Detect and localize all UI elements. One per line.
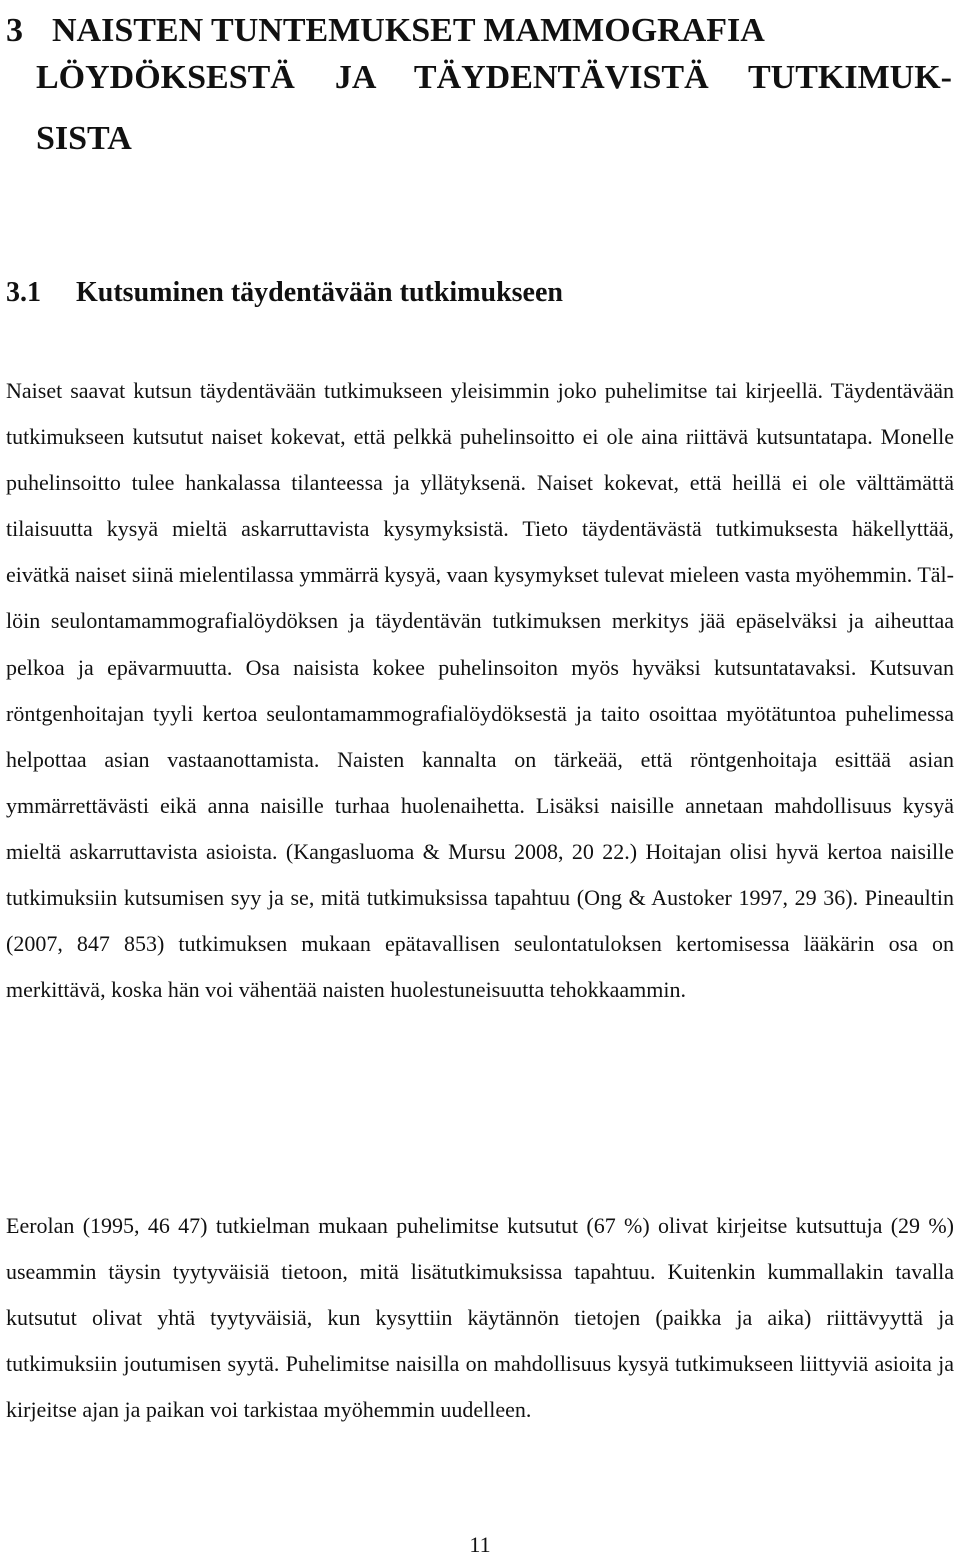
section-number: 3.1 bbox=[6, 277, 41, 308]
section-heading bbox=[6, 268, 563, 318]
chapter-number: 3 bbox=[6, 12, 23, 49]
section-title: Kutsuminen täydentävään tutkimukseen bbox=[76, 277, 563, 308]
chapter-title-line-2: LÖYDÖKSESTÄ JA TÄYDENTÄVISTÄ TUTKIMUK- bbox=[36, 59, 952, 96]
page-number: 11 bbox=[469, 1532, 491, 1557]
chapter-title-line-1: NAISTEN TUNTEMUKSET MAMMOGRAFIA bbox=[52, 12, 765, 49]
body-paragraph-1: Naiset saavat kutsun täydentävään tutkimukseen yleisimmin joko puhelimitse tai kirjeellä. Täydentävään tutkimukseen kutsutut naiset kokevat, että pelkkä puhelinsoitto ei ole aina riittävä kutsuntatapa. Monelle puhelinsoitto tulee hankalassa tilanteessa ja yllätyksenä. Naiset kokevat, että heillä ei ole välttämättä tilaisuutta kysyä mieltä askarruttavista kysymyksistä. Tieto täydentävästä tutkimuksesta häkellyttää, eivätkä naiset siinä mielentilassa ymmärrä kysyä, vaan kysymykset tulevat mieleen vasta myöhemmin. Tällöin seulontamammografialöydöksen ja täydentävän tutkimuksen merkitys jää epäselväksi ja aiheuttaa pelkoa ja epävarmuutta. Osa naisista kokee puhelinsoiton myös hyväksi kutsuntatavaksi. Kutsuvan röntgenhoitajan tyyli kertoa seulontamammografialöydöksestä ja taito osoittaa myötätuntoa puhelimessa helpottaa asian vastaanottamista. Naisten kannalta on tärkeää, että röntgenhoitaja esittää asian ymmärrettävästi eikä anna naisille turhaa huolenaihetta. Lisäksi naisille annetaan mahdollisuus kysyä mieltä askarruttavista asioista. (Kangasluoma & Mursu 2008, 20 22.) Hoitajan olisi hyvä kertoa naisille tutkimuksiin kutsumisen syy ja se, mitä tutkimuksissa tapahtuu (Ong & Austoker 1997, 29 36). Pineaultin (2007, 847 853) tutkimuksen mukaan epätavallisen seulontatuloksen kertomisessa lääkärin osa on merkittävä, koska hän voi vähentää naisten huolestuneisuutta tehokkaammin. bbox=[6, 378, 954, 1003]
body-paragraph-2: Eerolan (1995, 46 47) tutkielman mukaan puhelimitse kutsutut (67 %) olivat kirjeitse kutsuttuja (29 %) useammin täysin tyytyväisiä tietoon, mitä lisätutkimuksissa tapahtuu. Kuitenkin kummallakin tavalla kutsutut olivat yhtä tyytyväisiä, kun kysyttiin käytännön tietojen (paikka ja aika) riittävyyttä ja tutkimuksiin joutumisen syytä. Puhelimitse naisilla on mahdollisuus kysyä tutkimukseen liittyviä asioita ja kirjeitse ajan ja paikan voi tarkistaa myöhemmin uudelleen. bbox=[6, 1213, 954, 1423]
chapter-title-line-3: SISTA bbox=[36, 120, 132, 157]
